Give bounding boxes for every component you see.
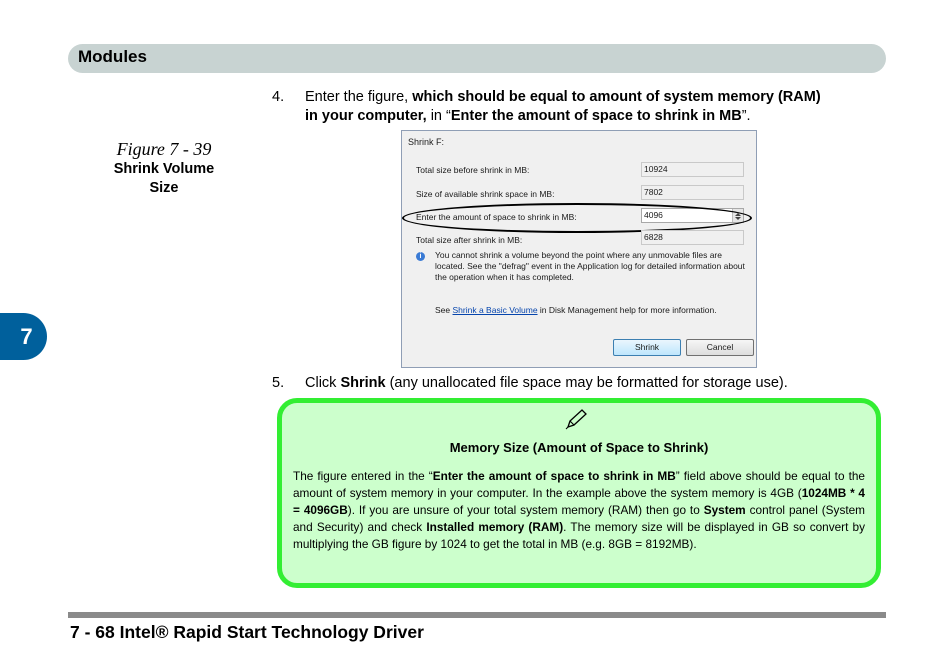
total-after-field: 6828 bbox=[641, 230, 744, 245]
pencil-icon bbox=[564, 408, 588, 430]
info-message: You cannot shrink a volume beyond the point where any unmovable files are located. See the "defrag" event in the Application log for detailed information about the operation when it has completed. bbox=[435, 250, 745, 282]
help-text-prefix: See bbox=[435, 305, 453, 315]
note-text-part: ). If you are unsure of your total system memory (RAM) then go to bbox=[347, 503, 704, 517]
note-text-part: ” field above should be equal to the amount of system memory in your computer. In the example above the system memory is 4GB ( bbox=[293, 469, 865, 500]
cancel-button[interactable]: Cancel bbox=[686, 339, 754, 356]
step-text-bold: Shrink bbox=[340, 375, 386, 391]
footer-rule bbox=[68, 612, 886, 618]
step-text-part: in “ bbox=[426, 108, 451, 124]
figure-number: Figure 7 - 39 bbox=[116, 139, 212, 159]
step-text-part: (any unallocated file space may be formatted for storage use). bbox=[385, 375, 788, 391]
note-text-bold: 1024MB * 4 = 4096GB bbox=[293, 486, 865, 517]
step-text bbox=[305, 88, 880, 126]
page-footer: 7 - 68 Intel® Rapid Start Technology Driver bbox=[70, 622, 424, 642]
dialog-title: Shrink F: bbox=[408, 137, 445, 147]
help-text bbox=[435, 305, 717, 315]
info-icon: i bbox=[416, 252, 425, 261]
chapter-tab: 7 bbox=[0, 313, 47, 360]
note-text-part: The figure entered in the “ bbox=[293, 469, 433, 483]
step-4 bbox=[272, 88, 882, 128]
total-before-field: 10924 bbox=[641, 162, 744, 177]
step-text-part: ”. bbox=[741, 108, 751, 124]
step-number: 5. bbox=[272, 375, 285, 391]
page-section-title: Modules bbox=[78, 47, 147, 66]
figure-caption bbox=[100, 138, 228, 198]
note-text-part: control panel (System and Security) and check bbox=[293, 503, 866, 534]
note-text-bold: Installed memory (RAM) bbox=[426, 520, 564, 534]
highlight-ellipse bbox=[402, 203, 752, 233]
help-link[interactable]: Shrink a Basic Volume bbox=[452, 305, 538, 315]
figure-name-line1: Shrink Volume bbox=[113, 161, 215, 177]
step-text bbox=[305, 374, 880, 393]
step-text-part: Enter the figure, bbox=[305, 89, 413, 105]
step-number: 4. bbox=[272, 89, 285, 105]
step-text-bold: which should be equal to amount of system memory (RAM) bbox=[412, 89, 821, 105]
shrink-button[interactable]: Shrink bbox=[613, 339, 681, 356]
note-text-bold: System bbox=[703, 503, 746, 517]
shrink-dialog bbox=[401, 130, 757, 368]
note-title: Memory Size (Amount of Space to Shrink) bbox=[449, 440, 709, 455]
step-text-part: Click bbox=[305, 375, 341, 391]
header-bar bbox=[68, 44, 886, 73]
step-text-bold: Enter the amount of space to shrink in MB bbox=[450, 108, 742, 124]
shrink-amount-value: 4096 bbox=[644, 210, 663, 220]
row-label-total-after: Total size after shrink in MB: bbox=[416, 235, 523, 245]
figure-name-line2: Size bbox=[149, 180, 179, 196]
row-label-available: Size of available shrink space in MB: bbox=[416, 189, 555, 199]
help-text-suffix: in Disk Management help for more information. bbox=[537, 305, 717, 315]
step-5 bbox=[272, 374, 882, 394]
note-text-part: . The memory size will be displayed in GB so convert by multiplying the GB figure by 1024 to get the total in MB (e.g. 8GB = 8192MB). bbox=[293, 520, 865, 551]
row-label-shrink-amount: Enter the amount of space to shrink in MB: bbox=[416, 212, 577, 222]
available-space-field: 7802 bbox=[641, 185, 744, 200]
note-text-bold: Enter the amount of space to shrink in MB bbox=[432, 469, 676, 483]
step-text-bold: in your computer, bbox=[305, 108, 427, 124]
note-text bbox=[293, 468, 865, 553]
row-label-total-before: Total size before shrink in MB: bbox=[416, 165, 530, 175]
